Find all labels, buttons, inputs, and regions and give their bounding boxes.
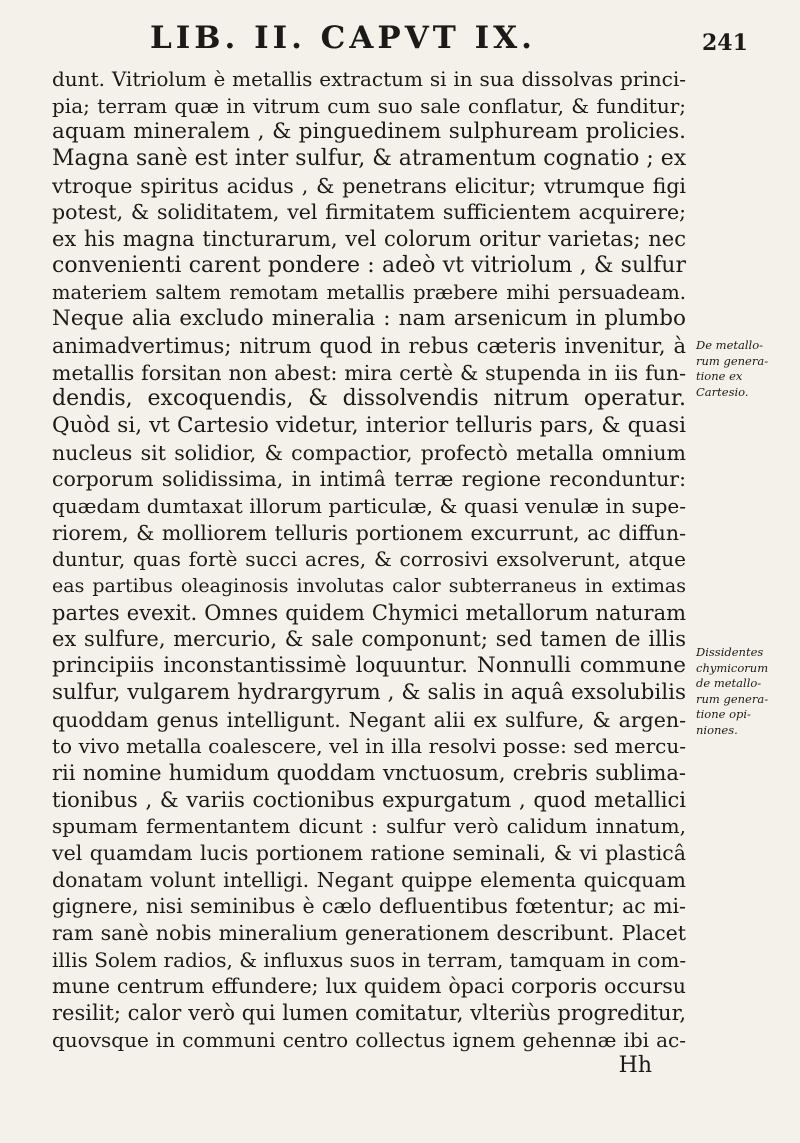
text-line: gignere, nisi seminibus è cælo defluentibus fœtentur; ac mi- xyxy=(52,894,686,919)
text-line: convenienti carent pondere : adeò vt vitriolum , & sulfur xyxy=(52,252,686,278)
text-line: principiis inconstantissimè loquuntur. Nonnulli commune xyxy=(52,653,686,679)
margin-note-cartesius xyxy=(696,338,796,400)
text-line: ex sulfure, mercurio, & sale componunt; sed tamen de illis xyxy=(52,627,686,652)
text-line: animadvertimus; nitrum quod in rebus cæteris invenitur, à xyxy=(52,333,686,358)
margin-note-line: rum genera- xyxy=(696,691,769,706)
margin-note-line: tione opi- xyxy=(696,707,751,721)
text-line: dendis, excoquendis, & dissolvendis nitrum operatur. xyxy=(52,386,686,412)
margin-note-line: niones. xyxy=(696,722,738,737)
text-line: spumam fermentantem dicunt : sulfur verò calidum innatum, xyxy=(52,814,686,839)
text-line: eas partibus oleaginosis involutas calor subterraneus in extimas xyxy=(52,575,686,598)
page-number: 241 xyxy=(702,30,748,56)
text-line: Neque alia excludo mineralia : nam arsenicum in plumbo xyxy=(52,306,686,332)
margin-note-line: tione ex xyxy=(696,369,743,383)
text-line: corporum solidissima, in intimâ terræ regione reconduntur: xyxy=(52,467,686,492)
margin-note-line: chymicorum xyxy=(696,660,769,675)
text-line: ram sanè nobis mineralium generationem describunt. Placet xyxy=(52,921,686,945)
text-line: quovsque in communi centro collectus ignem gehennæ ibi ac- xyxy=(52,1027,686,1052)
text-line: pia; terram quæ in vitrum cum suo sale conflatur, & funditur; xyxy=(52,93,686,118)
text-line: partes evexit. Omnes quidem Chymici metallorum naturam xyxy=(52,600,686,625)
text-line: quædam dumtaxat illorum particulæ, & quasi venulæ in supe- xyxy=(52,494,686,518)
margin-note-line: rum genera- xyxy=(696,353,769,368)
text-line: ex his magna tincturarum, vel colorum oritur varietas; nec xyxy=(52,227,686,252)
text-line: rii nomine humidum quoddam vnctuosum, crebris sublima- xyxy=(52,760,686,785)
text-line: quoddam genus intelligunt. Negant alii ex sulfure, & argen- xyxy=(52,707,686,732)
text-line: to vivo metalla coalescere, vel in illa resolvi posse: sed mercu- xyxy=(52,734,686,759)
running-head: LIB. II. CAPVT IX. xyxy=(150,20,536,56)
text-line: vtroque spiritus acidus , & penetrans elicitur; vtrumque figi xyxy=(52,173,686,198)
margin-note-line: De metallo- xyxy=(696,338,764,352)
text-line: dunt. Vitriolum è metallis extractum si in sua dissolvas princi- xyxy=(52,67,686,91)
margin-note-line: de metallo- xyxy=(696,676,762,690)
text-line: potest, & soliditatem, vel firmitatem sufficientem acquirere; xyxy=(52,200,686,225)
text-line: duntur, quas fortè succi acres, & corrosivi exsolverunt, atque xyxy=(52,547,686,572)
text-line: resilit; calor verò qui lumen comitatur, vlteriùs progreditur, xyxy=(52,1001,686,1026)
margin-note-line: Cartesio. xyxy=(696,384,749,399)
text-line: mune centrum effundere; lux quidem òpaci corporis occursu xyxy=(52,974,686,999)
text-line: metallis forsitan non abest: mira certè & stupenda in iis fun- xyxy=(52,360,686,385)
margin-note-chymici xyxy=(696,645,796,738)
text-line: tionibus , & variis coctionibus expurgatum , quod metallici xyxy=(52,787,686,812)
text-line: aquam mineralem , & pinguedinem sulphuream prolicies. xyxy=(52,119,686,145)
body-text xyxy=(52,66,686,1080)
catchword: Hh xyxy=(618,1053,652,1079)
text-line: Magna sanè est inter sulfur, & atramentum cognatio ; ex xyxy=(52,146,686,172)
text-line: sulfur, vulgarem hydrargyrum , & salis in aquâ exsolubilis xyxy=(52,679,686,705)
text-line: riorem, & molliorem telluris portionem excurrunt, ac diffun- xyxy=(52,520,686,545)
text-line: donatam volunt intelligi. Negant quippe elementa quicquam xyxy=(52,867,686,892)
margin-note-line: Dissidentes xyxy=(696,645,764,659)
text-line: nucleus sit solidior, & compactior, profectò metalla omnium xyxy=(52,440,686,465)
text-line: illis Solem radios, & influxus suos in terram, tamquam in com- xyxy=(52,947,686,972)
text-line: materiem saltem remotam metallis præbere mihi persuadeam. xyxy=(52,280,686,304)
text-line: vel quamdam lucis portionem ratione seminali, & vi plasticâ xyxy=(52,840,686,865)
page-header xyxy=(0,20,800,64)
text-line: Quòd si, vt Cartesio videtur, interior telluris pars, & quasi xyxy=(52,412,686,438)
